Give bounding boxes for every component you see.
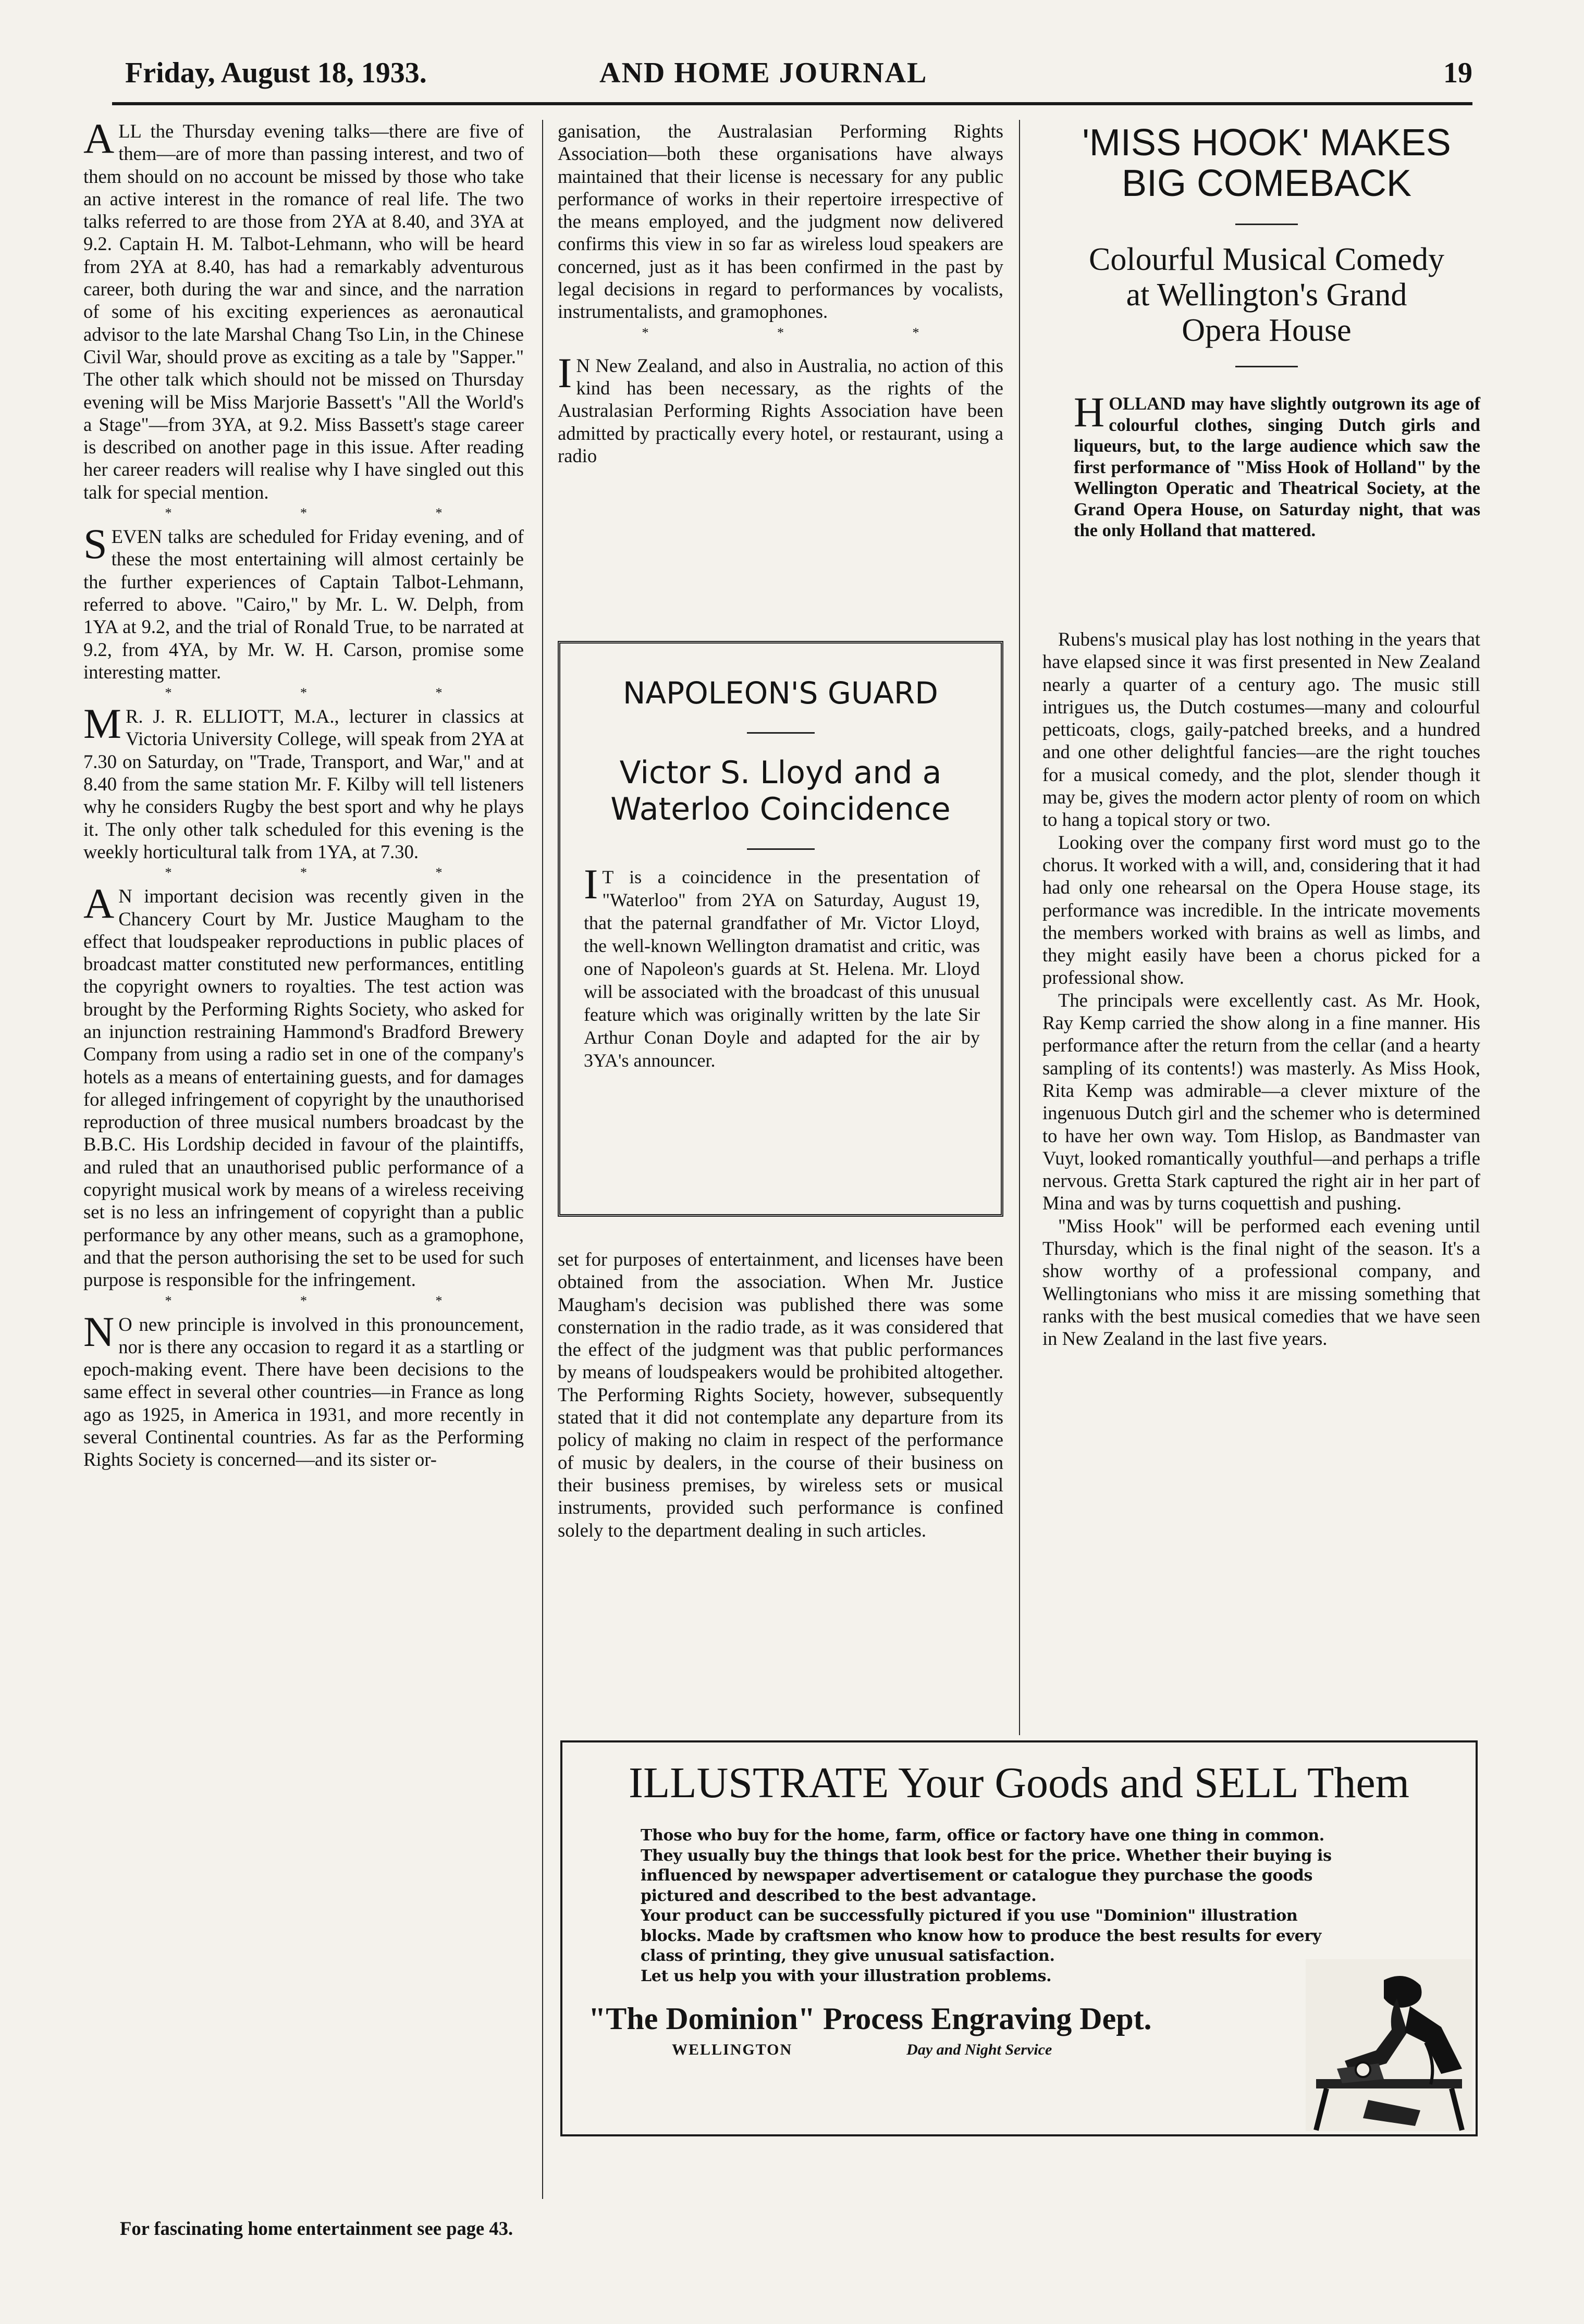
box-title: NAPOLEON'S GUARD	[623, 675, 938, 711]
column-1	[83, 115, 524, 1471]
ad-city-label: WELLINGTON	[672, 2041, 793, 2058]
advertisement	[560, 1740, 1478, 2136]
ad-paragraph-1: Those who buy for the home, farm, office or factory have one thing in common. They usually buy the things that look best for the price. Whether their buying is influenced by newspaper advertisement or catalogue they purchase the goods pictured and described to the best advantage.	[641, 1826, 1332, 1905]
drop-cap: A	[83, 115, 115, 162]
drop-cap: M	[83, 700, 121, 748]
ad-service-label: Day and Night Service	[906, 2041, 1052, 2058]
paragraph: set for purposes of entertainment, and licenses have been obtained from the association. When Mr. Justice Maugham's decision was published there was some consternation in the radio trade, as it was considered that the effect of the judgment was that public performances by means of loudspeakers would be prohibited altogether. The Performing Rights Society, however, subsequently stated that it did not contemplate any departure from its policy of making no claim in respect of the performance of music by dealers, in the course of their business on their business premises, by wireless sets or musical instruments, provided such performance is confined solely to the department dealing in such articles.	[558, 1248, 1003, 1541]
headline-line-1: 'MISS HOOK' MAKES	[1082, 122, 1451, 164]
column-3-lead	[1074, 388, 1480, 541]
headline-rule	[1235, 224, 1298, 225]
column-divider	[542, 120, 543, 2199]
separator: * * *	[165, 505, 505, 521]
box-subtitle-2: Waterloo Coincidence	[610, 791, 951, 827]
craftsman-illustration	[1306, 1959, 1472, 2131]
paragraph: "Miss Hook" will be performed each evening until Thursday, which is the final night of the season. It's a show worthy of a professional company, and Wellingtonians who miss it are missing something that ranks with the best musical comedies that we have seen in New Zealand in the last five years.	[1042, 1215, 1480, 1350]
separator: * * *	[165, 865, 505, 881]
drop-cap: S	[83, 520, 107, 568]
ad-body	[641, 1826, 1340, 1986]
drop-cap: A	[83, 880, 115, 928]
engraving-dept: "The Dominion" Process Engraving Dept.	[588, 2001, 1152, 2036]
paragraph: Rubens's musical play has lost nothing in the years that have elapsed since it was first presented in New Zealand nearly a quarter of a century ago. The music still intrigues us, the Dutch costumes—many and colourful petticoats, clogs, gaily-patched breeks, and a hundred and one other delightful fancies—are the right touches for a musical comedy, and the plot, slender though it may be, gives the modern actor plenty of room on which to hang a topical story or two.	[1042, 628, 1480, 831]
subhead-rule	[1235, 366, 1298, 367]
column-3-body	[1042, 628, 1480, 1350]
box-rule	[747, 732, 815, 734]
box-subtitle-1: Victor S. Lloyd and a	[619, 755, 942, 791]
miss-hook-headline	[1037, 122, 1496, 367]
paragraph: ganisation, the Australasian Performing Rights Association—both these organisations have always maintained that their license is necessary for any public performance of works in their repertoire irrespective of the means employed, and the judgment now delivered confirms this view in so far as wireless loud speakers are concerned, just as it has been confirmed in the past by legal decisions in regard to performances by vocalists, instrumentalists, and gramophones.	[558, 120, 1003, 323]
column-2-bottom	[558, 1248, 1003, 1541]
column-divider	[1019, 120, 1020, 1735]
separator: * * *	[642, 325, 982, 340]
lead-paragraph: HOLLAND may have slightly outgrown its age of colourful clothes, singing Dutch girls and liqueurs, but, to the large audience which saw the first performance of "Miss Hook of Holland" by the Wellington Operatic and Theatrical Society, at the Grand Opera House, on Saturday night, that was the only Holland that mattered.	[1074, 388, 1480, 540]
journal-name: AND HOME JOURNAL	[599, 57, 928, 89]
subhead-line-1: Colourful Musical Comedy	[1089, 242, 1444, 277]
paragraph: I N New Zealand, and also in Australia, no action of this kind has been necessary, as the rights of the Australasian Performing Rights Association have been admitted by practically every hotel, or restaurant, using a radio	[558, 349, 1003, 466]
paragraph: A N important decision was recently given in the Chancery Court by Mr. Justice Maugham to the effect that loudspeaker reproductions in public places of broadcast matter constituted new performances, entitling the copyright owners to royalties. The test action was brought by the Performing Rights Society, who asked for an injunction restraining Hammond's Bradford Brewery Company from using a radio set in one of the company's hotels as a means of entertaining guests, and for damages for alleged infringement of copyright by the unauthorised reproduction of three musical numbers broadcast by the B.B.C. His Lordship decided in favour of the plaintiffs, and ruled that an unauthorised public performance of a copyright musical work by means of a wireless receiving set is no less an infringement of copyright than a public performance by any other means, such as a gramophone, and that the person authorising the set to be used for such purpose is responsible for the infringement.	[83, 880, 524, 1291]
subhead-line-3: Opera House	[1182, 313, 1352, 348]
page-number: 19	[1443, 57, 1472, 89]
ad-paragraph-2: Your product can be successfully pictured if you use "Dominion" illustration blocks. Made by craftsmen who know how to produce the best results for every class of printing, they give unusual satisfaction.	[641, 1907, 1322, 1965]
subhead-line-2: at Wellington's Grand	[1126, 277, 1407, 313]
header-rule	[112, 102, 1472, 105]
headline-line-2: BIG COMEBACK	[1121, 163, 1412, 204]
ad-title: ILLUSTRATE Your Goods and SELL Them	[629, 1759, 1409, 1807]
ad-paragraph-3: Let us help you with your illustration problems.	[641, 1967, 1052, 1985]
drop-cap: I	[584, 860, 598, 908]
separator: * * *	[165, 1293, 505, 1308]
napoleon-box	[558, 641, 1003, 1217]
box-body: I T is a coincidence in the presentation of "Waterloo" from 2YA on Saturday, August 19, that the paternal grandfather of Mr. Victor Lloyd, the well-known Wellington dramatist and critic, was one of Napoleon's guards at St. Helena. Mr. Lloyd will be associated with the broadcast of this unusual feature which was originally written by the late Sir Arthur Conan Doyle and adapted for the air by 3YA's announcer.	[584, 860, 980, 1071]
separator: * * *	[165, 685, 505, 701]
paragraph: Looking over the company first word must go to the chorus. It worked with a will, and, considering that it had had only one rehearsal on the Opera House stage, its performance was incredible. In the intricate movements the members worked with brains as well as limbs, and they might easily have been a chorus picked for a professional show.	[1042, 831, 1480, 988]
footer-note: For fascinating home entertainment see page 43.	[120, 2218, 513, 2239]
box-rule	[747, 848, 815, 850]
drop-cap: I	[558, 349, 572, 397]
paragraph: N O new principle is involved in this pronouncement, nor is there any occasion to regard it as a startling or epoch-making event. There have been decisions to the same effect in several other countries—in France as long ago as 1925, in America in 1931, and more recently in several Continental countries. As far as the Performing Rights Society is concerned—and its sister or-	[83, 1307, 524, 1470]
issue-date: Friday, August 18, 1933.	[125, 57, 427, 89]
paragraph: M R. J. R. ELLIOTT, M.A., lecturer in classics at Victoria University College, will speak from 2YA at 7.30 on Saturday, on "Trade, Transport, and War," and at 8.40 from the same station Mr. F. Kilby will tell listeners why he considers Rugby the best sport and why he plays it. The only other talk scheduled for this evening is the weekly horticultural talk from 1YA, at 7.30.	[83, 700, 524, 862]
drop-cap: N	[83, 1307, 115, 1355]
paragraph: ALL the Thursday evening talks—there are five of them—are of more than passing interest, and two of them should on no account be missed by those who take an active interest in the romance of real life. The two talks referred to are those from 2YA at 8.40, and 3YA at 9.2. Captain H. M. Talbot-Lehmann, who will be heard from 2YA at 8.40, has had a remarkably adventurous career, both during the war and since, and the narration of some of his exciting experiences as aeronautical advisor to the late Marshal Chang Tso Lin, in the Chinese Civil War, should prove as exciting as a tale by "Sapper." The other talk which should not be missed on Thursday evening will be Miss Marjorie Bassett's "All the World's a Stage"—from 3YA, at 9.2. Miss Bassett's stage career is described on another page in this issue. After reading her career readers will realise why I have singled out this talk for special mention.	[83, 115, 524, 503]
paragraph: SEVEN talks are scheduled for Friday evening, and of these the most entertaining will almost certainly be the further experiences of Captain Talbot-Lehmann, referred to above. "Cairo," by Mr. L. W. Delph, from 1YA at 9.2, and the trial of Ronald True, to be narrated at 9.2, from 4YA, by Mr. W. H. Carson, promise some interesting matter.	[83, 520, 524, 683]
column-2-top	[558, 120, 1003, 467]
paragraph: The principals were excellently cast. As Mr. Hook, Ray Kemp carried the show along in a fine manner. His performance after the return from the cellar (and a hearty sampling of its contents!) was masterly. As Miss Hook, Rita Kemp was admirable—a clever mixture of the ingenuous Dutch girl and the schemer who is determined to have her own way. Tom Hislop, as Bandmaster van Vuyt, looked romantically youthful—and perhaps a trifle nervous. Gretta Stark captured the right air in her part of Mina and was by turns coquettish and pushing.	[1042, 989, 1480, 1214]
drop-cap: H	[1074, 388, 1105, 436]
